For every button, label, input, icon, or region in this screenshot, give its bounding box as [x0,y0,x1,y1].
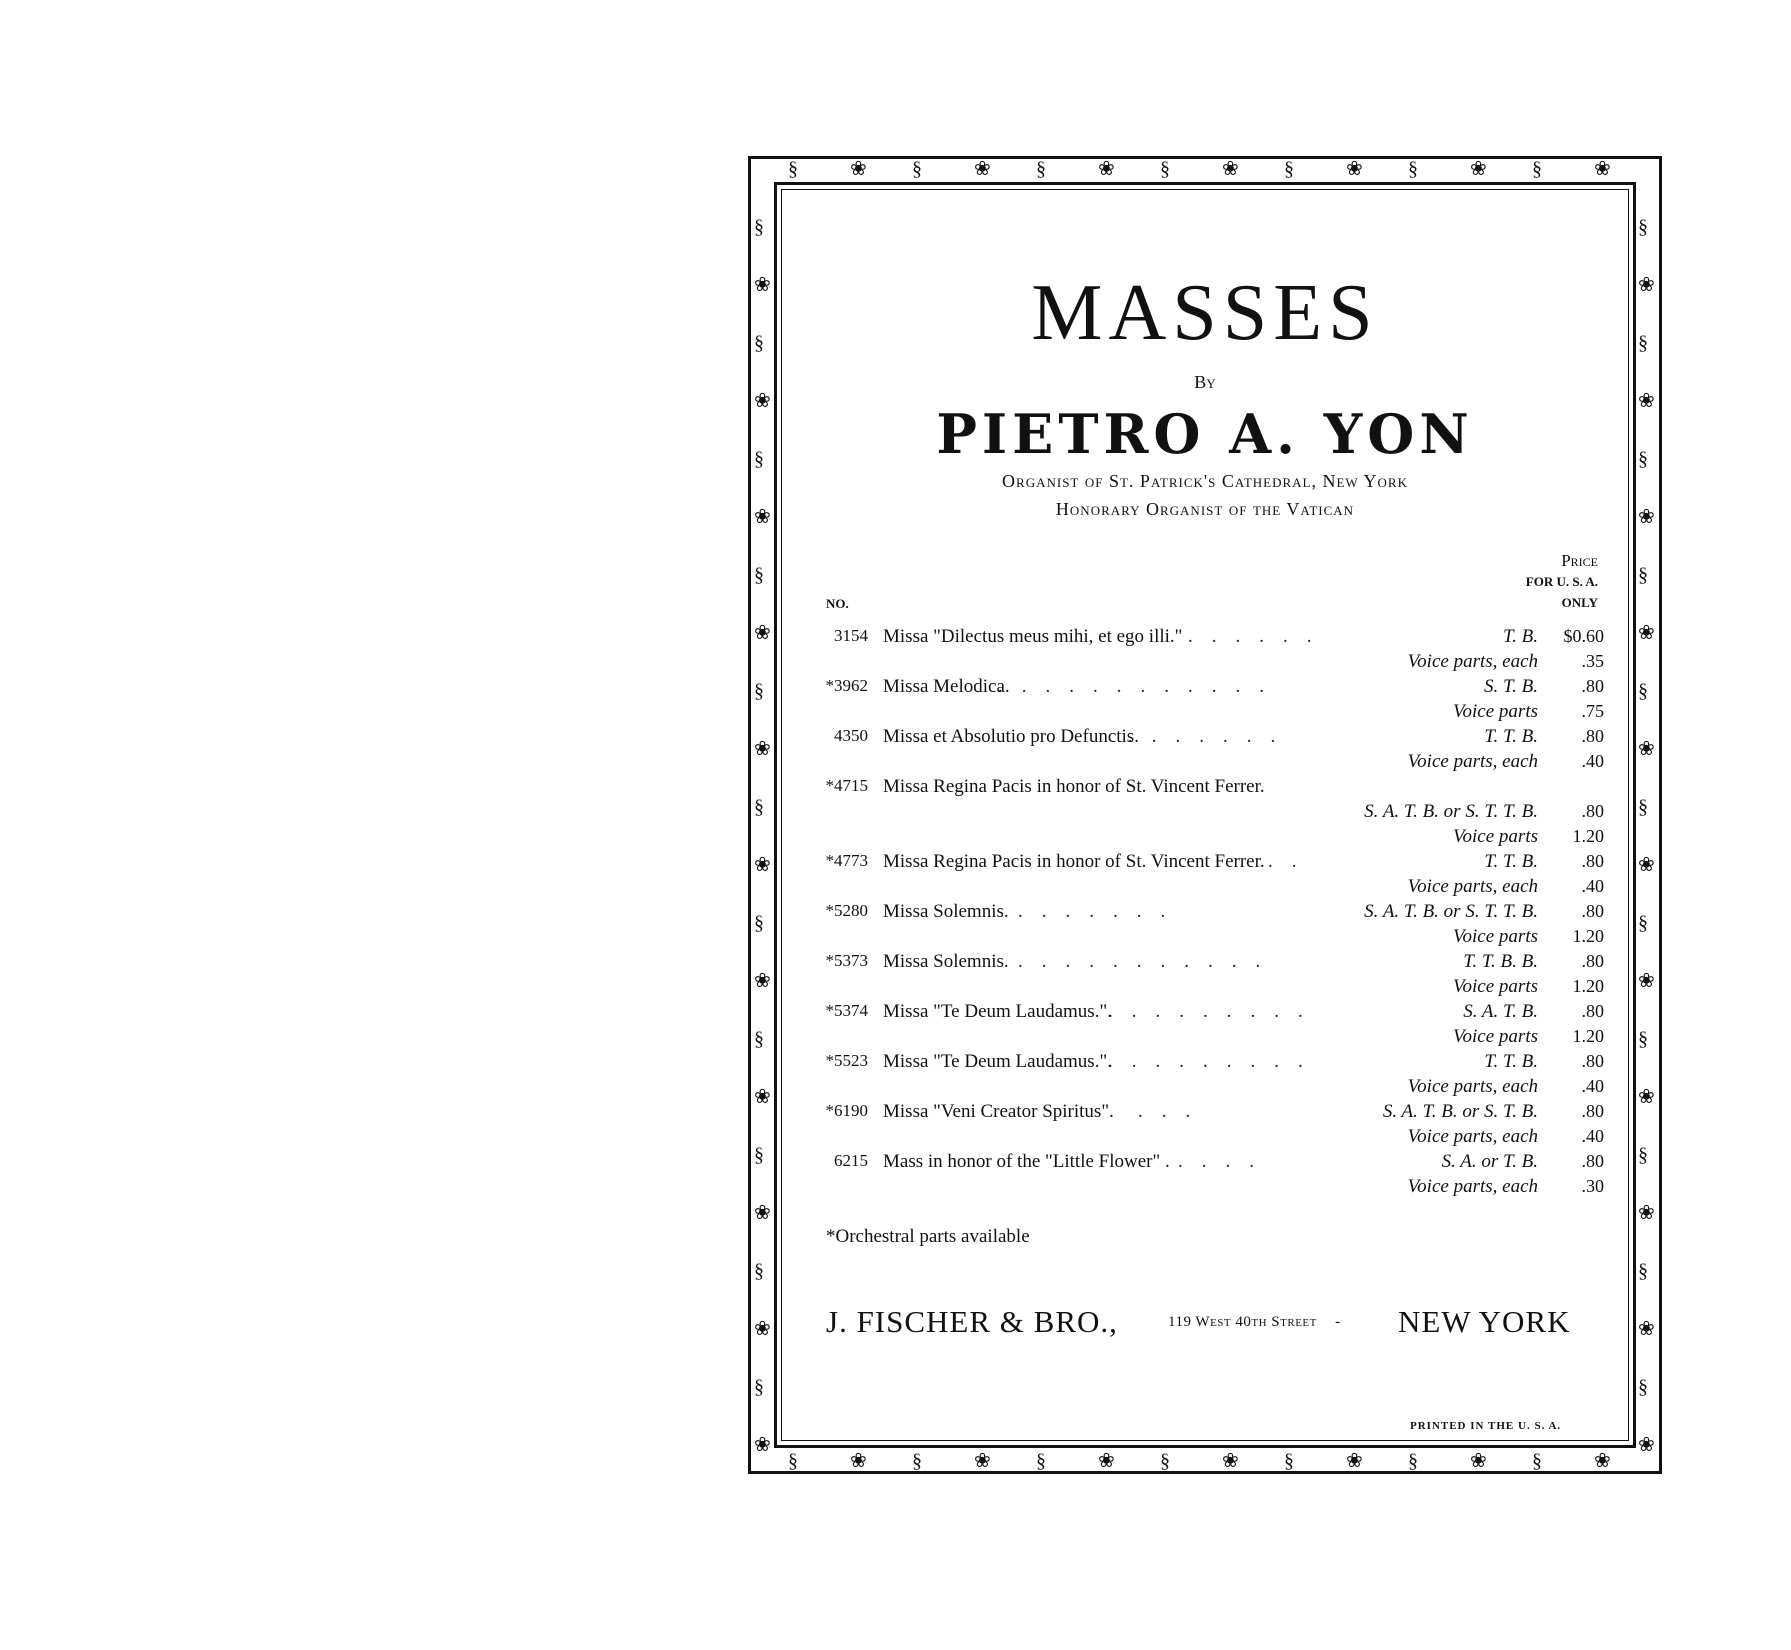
catalog-number: 4350 [834,726,868,745]
voice-parts-price: 1.20 [1572,1026,1604,1046]
catalog-number: *4773 [825,851,868,870]
rosette-ornament-icon: ❀ [850,158,867,180]
scroll-ornament-icon: § [1638,912,1648,934]
catalog-entry-parts-line [808,976,1608,1001]
rosette-ornament-icon: ❀ [754,1318,771,1340]
scroll-ornament-icon: § [754,448,764,470]
catalog-entry-parts-line [808,826,1608,851]
rosette-ornament-icon: ❀ [754,854,771,876]
number-column-header: NO. [826,596,849,611]
mass-title: Missa Solemnis. [883,901,1009,922]
catalog-entry-title-line [808,901,1608,926]
catalog-entry [808,901,1608,951]
publisher-name: J. FISCHER & BRO., [826,1304,1118,1339]
scroll-ornament-icon: § [1532,158,1542,180]
rosette-ornament-icon: ❀ [1638,1086,1655,1108]
catalog-entry-title-line [808,676,1608,701]
voice-parts-price: .75 [1581,701,1604,721]
catalog-entry-title-line [808,726,1608,751]
by-line: By [1194,372,1216,392]
leader-dots: ... [1138,1101,1210,1122]
mass-title: Mass in honor of the "Little Flower" . [883,1151,1170,1172]
catalog-entry-title-line [808,851,1608,876]
voicing: S. A. or T. B. [1441,1151,1538,1172]
catalog-number: *5373 [825,951,868,970]
price: .80 [1581,1101,1604,1121]
catalog-entry-parts-line [808,876,1608,901]
voicing: S. A. T. B. or S. T. B. [1382,1101,1538,1122]
catalog-entry-parts-line [808,1026,1608,1051]
voice-parts-price: .40 [1581,876,1604,896]
price-column-header [1488,550,1598,613]
rosette-ornament-icon: ❀ [1346,158,1363,180]
voice-parts-label: Voice parts [1453,701,1538,722]
catalog-entry [808,626,1608,676]
rosette-ornament-icon: ❀ [1470,158,1487,180]
rosette-ornament-icon: ❀ [1638,506,1655,528]
rosette-ornament-icon: ❀ [1222,158,1239,180]
mass-title: Missa "Te Deum Laudamus.". [883,1001,1112,1022]
voice-parts-price: .40 [1581,1126,1604,1146]
catalog-number: *4715 [825,776,868,795]
scroll-ornament-icon: § [1638,448,1648,470]
rosette-ornament-icon: ❀ [754,274,771,296]
price: .80 [1581,1001,1604,1021]
voice-parts-price: .35 [1581,651,1604,671]
page-title: MASSES [1031,269,1379,357]
rosette-ornament-icon: ❀ [1594,158,1611,180]
scroll-ornament-icon: § [1638,1260,1648,1282]
rosette-ornament-icon: ❀ [1638,854,1655,876]
catalog-number: 3154 [834,626,868,645]
catalog-entry [808,1101,1608,1151]
rosette-ornament-icon: ❀ [1222,1450,1239,1472]
composer-name: PIETRO A. YON [936,402,1474,466]
catalog-entry-voicing-line [808,801,1608,826]
voice-parts-label: Voice parts [1453,976,1538,997]
price-header-line-1: Price [1561,551,1598,570]
price: .80 [1581,951,1604,971]
scroll-ornament-icon: § [754,796,764,818]
voice-parts-price: 1.20 [1572,826,1604,846]
scroll-ornament-icon: § [1036,158,1046,180]
mass-catalog-list [808,626,1608,1201]
mass-title: Missa "Dilectus meus mihi, et ego illi." [883,626,1183,647]
catalog-entry-title-line [808,776,1608,801]
leader-dots: ............ [998,676,1283,697]
voicing: S. A. T. B. or S. T. T. B. [1364,901,1538,922]
scroll-ornament-icon: § [912,1450,922,1472]
address-text: 119 West 40th Street [1168,1314,1317,1330]
price: .80 [1581,901,1604,921]
mass-title: Missa Solemnis. [883,951,1009,972]
voicing: T. T. B. [1484,851,1538,872]
rosette-ornament-icon: ❀ [754,506,771,528]
scroll-ornament-icon: § [754,1260,764,1282]
rosette-ornament-icon: ❀ [974,1450,991,1472]
catalog-entry-title-line [808,1101,1608,1126]
scroll-ornament-icon: § [754,1028,764,1050]
mass-title: Missa Regina Pacis in honor of St. Vincent Ferrer. [883,851,1265,872]
rosette-ornament-icon: ❀ [754,622,771,644]
scroll-ornament-icon: § [788,158,798,180]
voicing: T. T. B. B. [1463,951,1538,972]
catalog-entry [808,951,1608,1001]
catalog-number: *3962 [825,676,868,695]
rosette-ornament-icon: ❀ [754,390,771,412]
mass-title: Missa Regina Pacis in honor of St. Vincent Ferrer. [883,776,1265,797]
address-separator: - [1335,1314,1341,1330]
scroll-ornament-icon: § [1638,216,1648,238]
catalog-entry-parts-line [808,1176,1608,1201]
catalog-entry-title-line [808,951,1608,976]
rosette-ornament-icon: ❀ [1638,390,1655,412]
catalog-entry-parts-line [808,701,1608,726]
scroll-ornament-icon: § [1638,680,1648,702]
price-header-line-2: FOR U. S. A. [1525,574,1598,589]
leader-dots: .... [1178,1151,1273,1172]
catalog-page [748,156,1670,1480]
rosette-ornament-icon: ❀ [1638,1434,1655,1456]
catalog-entry-parts-line [808,1126,1608,1151]
scroll-ornament-icon: § [1638,332,1648,354]
scroll-ornament-icon: § [1638,1144,1648,1166]
scroll-ornament-icon: § [1638,1028,1648,1050]
leader-dots: .. [1268,851,1316,872]
scroll-ornament-icon: § [754,1376,764,1398]
scroll-ornament-icon: § [1408,158,1418,180]
voice-parts-price: .30 [1581,1176,1604,1196]
voice-parts-price: .40 [1581,751,1604,771]
scroll-ornament-icon: § [1638,1376,1648,1398]
publisher-city: NEW YORK [1398,1304,1571,1339]
catalog-number: *5523 [825,1051,868,1070]
rosette-ornament-icon: ❀ [754,1202,771,1224]
voice-parts-label: Voice parts, each [1407,1176,1538,1197]
leader-dots: ....... [1018,901,1185,922]
leader-dots: ....... [1128,726,1295,747]
scroll-ornament-icon: § [754,564,764,586]
price-header-line-3: ONLY [1561,595,1598,610]
voice-parts-price: .40 [1581,1076,1604,1096]
catalog-entry-parts-line [808,751,1608,776]
catalog-entry-parts-line [808,651,1608,676]
rosette-ornament-icon: ❀ [1638,622,1655,644]
price: .80 [1581,851,1604,871]
voicing: S. T. B. [1483,676,1538,697]
scroll-ornament-icon: § [1408,1450,1418,1472]
price: .80 [1581,801,1604,821]
catalog-number: 6215 [834,1151,868,1170]
catalog-number: *5374 [825,1001,868,1020]
catalog-entry [808,1001,1608,1051]
scroll-ornament-icon: § [754,216,764,238]
voice-parts-label: Voice parts, each [1407,876,1538,897]
catalog-entry [808,851,1608,901]
mass-title: Missa "Veni Creator Spiritus". [883,1101,1114,1122]
voice-parts-label: Voice parts, each [1407,751,1538,772]
scroll-ornament-icon: § [1036,1450,1046,1472]
rosette-ornament-icon: ❀ [754,1434,771,1456]
voicing: T. T. B. [1484,726,1538,747]
catalog-entry-parts-line [808,1076,1608,1101]
rosette-ornament-icon: ❀ [1638,738,1655,760]
voice-parts-label: Voice parts, each [1407,651,1538,672]
rosette-ornament-icon: ❀ [1638,1318,1655,1340]
rosette-ornament-icon: ❀ [974,158,991,180]
rosette-ornament-icon: ❀ [1470,1450,1487,1472]
scroll-ornament-icon: § [1160,1450,1170,1472]
scroll-ornament-icon: § [1638,796,1648,818]
composer-credit-1: Organist of St. Patrick's Cathedral, New York [1002,471,1408,491]
catalog-entry-title-line [808,1151,1608,1176]
scroll-ornament-icon: § [754,912,764,934]
voicing: T. B. [1502,626,1538,647]
leader-dots: ......... [1108,1001,1322,1022]
voicing: S. A. T. B. or S. T. T. B. [1364,801,1538,822]
scroll-ornament-icon: § [754,1144,764,1166]
scroll-ornament-icon: § [1284,158,1294,180]
rosette-ornament-icon: ❀ [1638,970,1655,992]
catalog-number: *6190 [825,1101,868,1120]
leader-dots: ...... [1188,626,1331,647]
mass-title: Missa et Absolutio pro Defunctis. [883,726,1139,747]
rosette-ornament-icon: ❀ [850,1450,867,1472]
publisher-address [1168,1314,1341,1331]
rosette-ornament-icon: ❀ [1638,1202,1655,1224]
voice-parts-label: Voice parts, each [1407,1126,1538,1147]
catalog-entry [808,1151,1608,1201]
scroll-ornament-icon: § [788,1450,798,1472]
rosette-ornament-icon: ❀ [1594,1450,1611,1472]
catalog-number: *5280 [825,901,868,920]
rosette-ornament-icon: ❀ [754,738,771,760]
printed-in-notice: PRINTED IN THE U. S. A. [1410,1420,1562,1432]
price: $0.60 [1563,626,1604,646]
mass-title: Missa Melodica. [883,676,1010,697]
voice-parts-label: Voice parts [1453,926,1538,947]
scroll-ornament-icon: § [1638,564,1648,586]
voice-parts-price: 1.20 [1572,926,1604,946]
voice-parts-label: Voice parts [1453,1026,1538,1047]
scroll-ornament-icon: § [754,332,764,354]
catalog-entry-title-line [808,626,1608,651]
rosette-ornament-icon: ❀ [1346,1450,1363,1472]
scroll-ornament-icon: § [1532,1450,1542,1472]
leader-dots: ......... [1108,1051,1322,1072]
rosette-ornament-icon: ❀ [1098,1450,1115,1472]
voice-parts-label: Voice parts, each [1407,1076,1538,1097]
catalog-entry-title-line [808,1001,1608,1026]
catalog-entry [808,1051,1608,1101]
scroll-ornament-icon: § [754,680,764,702]
rosette-ornament-icon: ❀ [1638,274,1655,296]
mass-title: Missa "Te Deum Laudamus.". [883,1051,1112,1072]
catalog-entry-title-line [808,1051,1608,1076]
leader-dots: ........... [1018,951,1280,972]
composer-credit-2: Honorary Organist of the Vatican [1055,499,1355,519]
scroll-ornament-icon: § [1284,1450,1294,1472]
footnote: *Orchestral parts available [826,1226,1030,1247]
rosette-ornament-icon: ❀ [754,1086,771,1108]
price: .80 [1581,726,1604,746]
price: .80 [1581,1151,1604,1171]
catalog-entry [808,726,1608,776]
rosette-ornament-icon: ❀ [754,970,771,992]
scroll-ornament-icon: § [912,158,922,180]
catalog-entry-parts-line [808,926,1608,951]
catalog-entry [808,676,1608,726]
voice-parts-price: 1.20 [1572,976,1604,996]
rosette-ornament-icon: ❀ [1098,158,1115,180]
catalog-entry [808,776,1608,851]
voice-parts-label: Voice parts [1453,826,1538,847]
scroll-ornament-icon: § [1160,158,1170,180]
price: .80 [1581,1051,1604,1071]
price: .80 [1581,676,1604,696]
voicing: S. A. T. B. [1463,1001,1538,1022]
voicing: T. T. B. [1484,1051,1538,1072]
